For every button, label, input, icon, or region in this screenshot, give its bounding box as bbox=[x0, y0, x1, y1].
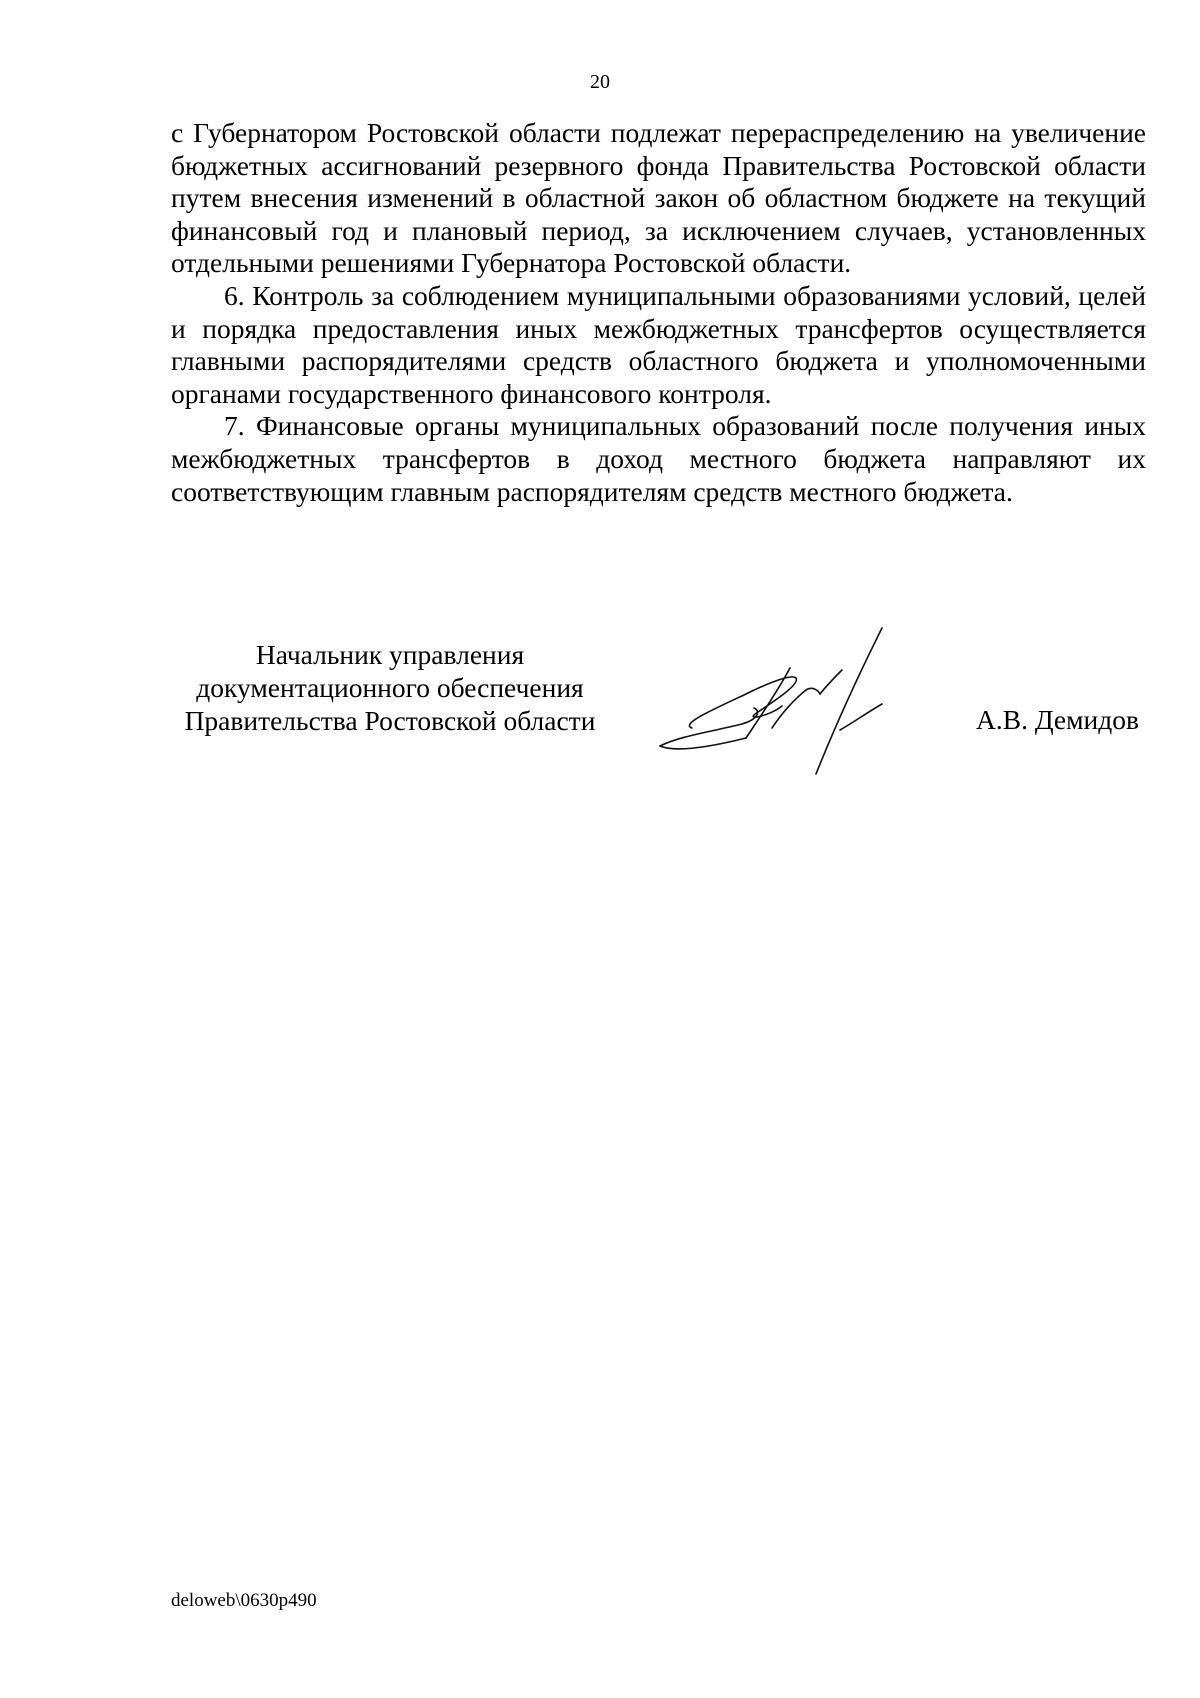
signatory-position-line: документационного обеспечения bbox=[196, 672, 584, 703]
paragraph-item-7: 7. Финансовые органы муниципальных образований после получения иных межбюджетных трансфертов в доход местного бюджета направляют их соответствующим главным распорядителям средств местного бюджета. bbox=[171, 410, 1146, 507]
page-number: 20 bbox=[590, 71, 610, 93]
signatory-position bbox=[150, 638, 630, 737]
paragraph-continuation: с Губернатором Ростовской области подлежат перераспределению на увеличение бюджетных ассигнований резервного фонда Правительства Ростовской области путем внесения изменений в областной закон об областном бюджете на текущий финансовый год и плановый период, за исключением случаев, установленных отдельными решениями Губернатора Ростовской области. bbox=[171, 117, 1146, 279]
document-code: deloweb\0630p490 bbox=[171, 1590, 317, 1611]
signatory-position-line: Правительства Ростовской области bbox=[184, 705, 596, 736]
paragraph-item-6: 6. Контроль за соблюдением муниципальными образованиями условий, целей и порядка предоставления иных межбюджетных трансфертов осуществляется главными распорядителями средств областного бюджета и уполномоченными органами государственного финансового контроля. bbox=[171, 279, 1146, 409]
signatory-name: А.В. Демидов bbox=[976, 704, 1139, 735]
signatory-position-line: Начальник управления bbox=[255, 639, 525, 670]
document-body bbox=[171, 117, 1146, 508]
handwritten-signature bbox=[650, 624, 930, 784]
